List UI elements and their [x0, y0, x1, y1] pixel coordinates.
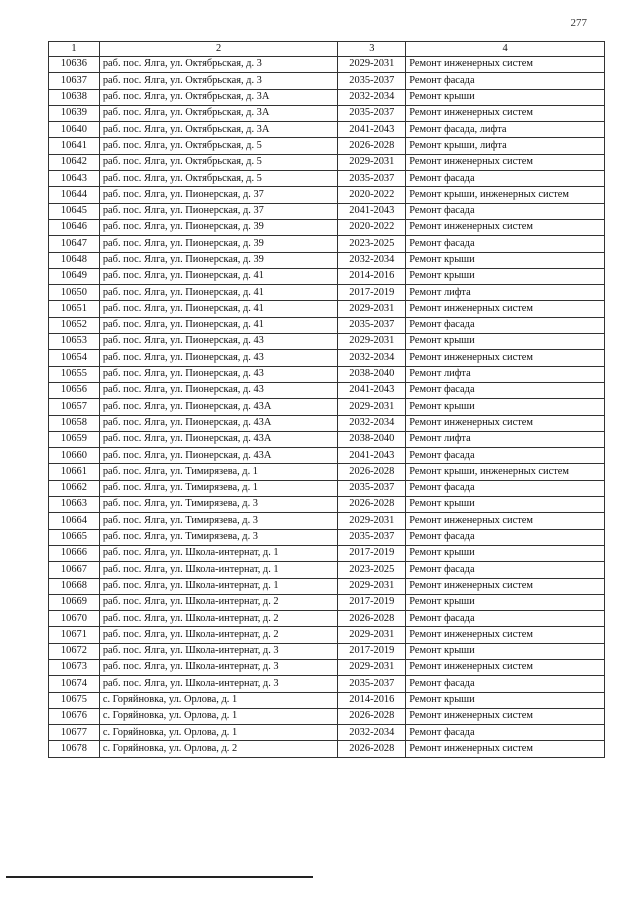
work-type-cell: Ремонт фасада: [406, 529, 605, 545]
address-cell: раб. пос. Ялга, ул. Пионерская, д. 39: [99, 236, 338, 252]
period-cell: 2017-2019: [338, 545, 406, 561]
work-type-cell: Ремонт инженерных систем: [406, 415, 605, 431]
period-cell: 2041-2043: [338, 382, 406, 398]
period-cell: 2038-2040: [338, 431, 406, 447]
address-cell: раб. пос. Ялга, ул. Пионерская, д. 37: [99, 187, 338, 203]
address-cell: раб. пос. Ялга, ул. Школа-интернат, д. 3: [99, 676, 338, 692]
period-cell: 2032-2034: [338, 725, 406, 741]
address-cell: раб. пос. Ялга, ул. Школа-интернат, д. 1: [99, 545, 338, 561]
work-type-cell: Ремонт лифта: [406, 285, 605, 301]
address-cell: раб. пос. Ялга, ул. Школа-интернат, д. 1: [99, 562, 338, 578]
table-row: [49, 431, 605, 447]
period-cell: 2020-2022: [338, 219, 406, 235]
address-cell: раб. пос. Ялга, ул. Тимирязева, д. 1: [99, 464, 338, 480]
work-type-cell: Ремонт инженерных систем: [406, 627, 605, 643]
work-type-cell: Ремонт крыши, инженерных систем: [406, 187, 605, 203]
work-type-cell: Ремонт фасада: [406, 562, 605, 578]
row-number-cell: 10647: [49, 236, 100, 252]
work-type-cell: Ремонт крыши: [406, 252, 605, 268]
address-cell: раб. пос. Ялга, ул. Пионерская, д. 43А: [99, 399, 338, 415]
period-cell: 2026-2028: [338, 497, 406, 513]
address-cell: с. Горяйновка, ул. Орлова, д. 1: [99, 708, 338, 724]
work-type-cell: Ремонт фасада: [406, 676, 605, 692]
row-number-cell: 10660: [49, 448, 100, 464]
row-number-cell: 10666: [49, 545, 100, 561]
table-row: [49, 741, 605, 757]
table-row: [49, 285, 605, 301]
work-type-cell: Ремонт фасада: [406, 171, 605, 187]
address-cell: раб. пос. Ялга, ул. Пионерская, д. 37: [99, 203, 338, 219]
work-type-cell: Ремонт инженерных систем: [406, 57, 605, 73]
table-row: [49, 138, 605, 154]
row-number-cell: 10644: [49, 187, 100, 203]
table-row: [49, 334, 605, 350]
address-cell: раб. пос. Ялга, ул. Пионерская, д. 41: [99, 317, 338, 333]
table-row: [49, 562, 605, 578]
row-number-cell: 10642: [49, 154, 100, 170]
row-number-cell: 10673: [49, 659, 100, 675]
work-type-cell: Ремонт фасада: [406, 317, 605, 333]
period-cell: 2035-2037: [338, 529, 406, 545]
table-row: [49, 415, 605, 431]
row-number-cell: 10671: [49, 627, 100, 643]
period-cell: 2041-2043: [338, 122, 406, 138]
row-number-cell: 10636: [49, 57, 100, 73]
address-cell: раб. пос. Ялга, ул. Школа-интернат, д. 2: [99, 611, 338, 627]
table-row: [49, 187, 605, 203]
work-type-cell: Ремонт крыши, лифта: [406, 138, 605, 154]
address-cell: раб. пос. Ялга, ул. Октябрьская, д. 5: [99, 138, 338, 154]
table-row: [49, 317, 605, 333]
row-number-cell: 10655: [49, 366, 100, 382]
row-number-cell: 10663: [49, 497, 100, 513]
work-type-cell: Ремонт фасада: [406, 73, 605, 89]
row-number-cell: 10676: [49, 708, 100, 724]
address-cell: раб. пос. Ялга, ул. Октябрьская, д. 3: [99, 57, 338, 73]
address-cell: раб. пос. Ялга, ул. Пионерская, д. 41: [99, 268, 338, 284]
period-cell: 2017-2019: [338, 643, 406, 659]
table-row: [49, 708, 605, 724]
row-number-cell: 10658: [49, 415, 100, 431]
row-number-cell: 10662: [49, 480, 100, 496]
work-type-cell: Ремонт инженерных систем: [406, 513, 605, 529]
column-header-work-type: 4: [406, 42, 605, 57]
address-cell: раб. пос. Ялга, ул. Октябрьская, д. 3А: [99, 105, 338, 121]
row-number-cell: 10652: [49, 317, 100, 333]
table-row: [49, 366, 605, 382]
table-row: [49, 529, 605, 545]
address-cell: с. Горяйновка, ул. Орлова, д. 2: [99, 741, 338, 757]
work-type-cell: Ремонт лифта: [406, 366, 605, 382]
period-cell: 2035-2037: [338, 480, 406, 496]
address-cell: раб. пос. Ялга, ул. Пионерская, д. 39: [99, 219, 338, 235]
work-type-cell: Ремонт инженерных систем: [406, 741, 605, 757]
table-body: [49, 57, 605, 758]
period-cell: 2017-2019: [338, 285, 406, 301]
work-type-cell: Ремонт крыши: [406, 89, 605, 105]
row-number-cell: 10639: [49, 105, 100, 121]
row-number-cell: 10678: [49, 741, 100, 757]
row-number-cell: 10664: [49, 513, 100, 529]
work-type-cell: Ремонт крыши: [406, 268, 605, 284]
period-cell: 2029-2031: [338, 627, 406, 643]
work-type-cell: Ремонт крыши: [406, 334, 605, 350]
period-cell: 2020-2022: [338, 187, 406, 203]
row-number-cell: 10654: [49, 350, 100, 366]
table-header-row: [49, 42, 605, 57]
period-cell: 2026-2028: [338, 708, 406, 724]
table-row: [49, 643, 605, 659]
address-cell: раб. пос. Ялга, ул. Школа-интернат, д. 1: [99, 578, 338, 594]
work-type-cell: Ремонт инженерных систем: [406, 708, 605, 724]
row-number-cell: 10659: [49, 431, 100, 447]
period-cell: 2029-2031: [338, 301, 406, 317]
table-row: [49, 122, 605, 138]
row-number-cell: 10653: [49, 334, 100, 350]
table-row: [49, 236, 605, 252]
work-type-cell: Ремонт фасада: [406, 203, 605, 219]
table-row: [49, 73, 605, 89]
address-cell: раб. пос. Ялга, ул. Пионерская, д. 43А: [99, 431, 338, 447]
work-type-cell: Ремонт инженерных систем: [406, 219, 605, 235]
period-cell: 2041-2043: [338, 448, 406, 464]
row-number-cell: 10665: [49, 529, 100, 545]
table-row: [49, 350, 605, 366]
address-cell: раб. пос. Ялга, ул. Тимирязева, д. 3: [99, 529, 338, 545]
period-cell: 2032-2034: [338, 350, 406, 366]
work-type-cell: Ремонт фасада: [406, 448, 605, 464]
work-type-cell: Ремонт крыши, инженерных систем: [406, 464, 605, 480]
table-row: [49, 725, 605, 741]
work-type-cell: Ремонт инженерных систем: [406, 350, 605, 366]
row-number-cell: 10667: [49, 562, 100, 578]
address-cell: раб. пос. Ялга, ул. Пионерская, д. 43: [99, 366, 338, 382]
table-row: [49, 171, 605, 187]
address-cell: раб. пос. Ялга, ул. Октябрьская, д. 3А: [99, 122, 338, 138]
address-cell: раб. пос. Ялга, ул. Тимирязева, д. 1: [99, 480, 338, 496]
column-header-address: 2: [99, 42, 338, 57]
table-row: [49, 594, 605, 610]
period-cell: 2029-2031: [338, 334, 406, 350]
table-row: [49, 89, 605, 105]
table-row: [49, 659, 605, 675]
address-cell: раб. пос. Ялга, ул. Тимирязева, д. 3: [99, 513, 338, 529]
period-cell: 2014-2016: [338, 268, 406, 284]
row-number-cell: 10645: [49, 203, 100, 219]
row-number-cell: 10677: [49, 725, 100, 741]
address-cell: раб. пос. Ялга, ул. Октябрьская, д. 5: [99, 154, 338, 170]
row-number-cell: 10675: [49, 692, 100, 708]
period-cell: 2035-2037: [338, 676, 406, 692]
table-row: [49, 676, 605, 692]
work-type-cell: Ремонт фасада: [406, 236, 605, 252]
row-number-cell: 10643: [49, 171, 100, 187]
table-row: [49, 513, 605, 529]
work-type-cell: Ремонт крыши: [406, 497, 605, 513]
period-cell: 2026-2028: [338, 464, 406, 480]
work-type-cell: Ремонт инженерных систем: [406, 659, 605, 675]
address-cell: с. Горяйновка, ул. Орлова, д. 1: [99, 692, 338, 708]
address-cell: раб. пос. Ялга, ул. Октябрьская, д. 5: [99, 171, 338, 187]
table-row: [49, 692, 605, 708]
row-number-cell: 10649: [49, 268, 100, 284]
table-row: [49, 105, 605, 121]
work-type-cell: Ремонт фасада: [406, 382, 605, 398]
period-cell: 2035-2037: [338, 317, 406, 333]
work-type-cell: Ремонт крыши: [406, 643, 605, 659]
work-type-cell: Ремонт фасада: [406, 480, 605, 496]
period-cell: 2017-2019: [338, 594, 406, 610]
work-type-cell: Ремонт крыши: [406, 692, 605, 708]
address-cell: раб. пос. Ялга, ул. Пионерская, д. 39: [99, 252, 338, 268]
address-cell: раб. пос. Ялга, ул. Пионерская, д. 43: [99, 334, 338, 350]
table-row: [49, 578, 605, 594]
row-number-cell: 10656: [49, 382, 100, 398]
row-number-cell: 10651: [49, 301, 100, 317]
column-header-period: 3: [338, 42, 406, 57]
row-number-cell: 10641: [49, 138, 100, 154]
work-type-cell: Ремонт инженерных систем: [406, 301, 605, 317]
column-header-number: 1: [49, 42, 100, 57]
registry-table: [48, 41, 605, 758]
period-cell: 2032-2034: [338, 252, 406, 268]
row-number-cell: 10674: [49, 676, 100, 692]
table-row: [49, 154, 605, 170]
work-type-cell: Ремонт инженерных систем: [406, 105, 605, 121]
address-cell: раб. пос. Ялга, ул. Октябрьская, д. 3: [99, 73, 338, 89]
period-cell: 2029-2031: [338, 399, 406, 415]
address-cell: раб. пос. Ялга, ул. Пионерская, д. 43: [99, 382, 338, 398]
address-cell: раб. пос. Ялга, ул. Пионерская, д. 43А: [99, 415, 338, 431]
table-row: [49, 480, 605, 496]
table-row: [49, 382, 605, 398]
row-number-cell: 10638: [49, 89, 100, 105]
row-number-cell: 10657: [49, 399, 100, 415]
address-cell: с. Горяйновка, ул. Орлова, д. 1: [99, 725, 338, 741]
table-row: [49, 252, 605, 268]
period-cell: 2026-2028: [338, 138, 406, 154]
work-type-cell: Ремонт инженерных систем: [406, 154, 605, 170]
period-cell: 2026-2028: [338, 611, 406, 627]
work-type-cell: Ремонт фасада, лифта: [406, 122, 605, 138]
page-number: 277: [570, 17, 587, 29]
address-cell: раб. пос. Ялга, ул. Пионерская, д. 41: [99, 301, 338, 317]
work-type-cell: Ремонт инженерных систем: [406, 578, 605, 594]
row-number-cell: 10646: [49, 219, 100, 235]
table-row: [49, 57, 605, 73]
address-cell: раб. пос. Ялга, ул. Школа-интернат, д. 2: [99, 594, 338, 610]
row-number-cell: 10640: [49, 122, 100, 138]
period-cell: 2035-2037: [338, 171, 406, 187]
period-cell: 2038-2040: [338, 366, 406, 382]
row-number-cell: 10672: [49, 643, 100, 659]
work-type-cell: Ремонт крыши: [406, 545, 605, 561]
table-row: [49, 627, 605, 643]
address-cell: раб. пос. Ялга, ул. Пионерская, д. 43: [99, 350, 338, 366]
bottom-rule: [6, 876, 313, 878]
period-cell: 2041-2043: [338, 203, 406, 219]
period-cell: 2032-2034: [338, 415, 406, 431]
table-row: [49, 497, 605, 513]
table-row: [49, 545, 605, 561]
address-cell: раб. пос. Ялга, ул. Школа-интернат, д. 2: [99, 627, 338, 643]
period-cell: 2032-2034: [338, 89, 406, 105]
address-cell: раб. пос. Ялга, ул. Школа-интернат, д. 3: [99, 643, 338, 659]
period-cell: 2023-2025: [338, 562, 406, 578]
row-number-cell: 10670: [49, 611, 100, 627]
address-cell: раб. пос. Ялга, ул. Пионерская, д. 41: [99, 285, 338, 301]
address-cell: раб. пос. Ялга, ул. Пионерская, д. 43А: [99, 448, 338, 464]
row-number-cell: 10648: [49, 252, 100, 268]
work-type-cell: Ремонт фасада: [406, 611, 605, 627]
table-row: [49, 448, 605, 464]
row-number-cell: 10650: [49, 285, 100, 301]
period-cell: 2026-2028: [338, 741, 406, 757]
table-row: [49, 464, 605, 480]
work-type-cell: Ремонт фасада: [406, 725, 605, 741]
period-cell: 2029-2031: [338, 659, 406, 675]
period-cell: 2029-2031: [338, 513, 406, 529]
table-row: [49, 203, 605, 219]
period-cell: 2035-2037: [338, 73, 406, 89]
work-type-cell: Ремонт крыши: [406, 399, 605, 415]
period-cell: 2023-2025: [338, 236, 406, 252]
row-number-cell: 10637: [49, 73, 100, 89]
row-number-cell: 10669: [49, 594, 100, 610]
period-cell: 2029-2031: [338, 57, 406, 73]
period-cell: 2029-2031: [338, 578, 406, 594]
address-cell: раб. пос. Ялга, ул. Октябрьская, д. 3А: [99, 89, 338, 105]
table-row: [49, 611, 605, 627]
period-cell: 2014-2016: [338, 692, 406, 708]
table-row: [49, 399, 605, 415]
row-number-cell: 10668: [49, 578, 100, 594]
table-row: [49, 219, 605, 235]
period-cell: 2029-2031: [338, 154, 406, 170]
table-row: [49, 268, 605, 284]
address-cell: раб. пос. Ялга, ул. Школа-интернат, д. 3: [99, 659, 338, 675]
period-cell: 2035-2037: [338, 105, 406, 121]
row-number-cell: 10661: [49, 464, 100, 480]
work-type-cell: Ремонт лифта: [406, 431, 605, 447]
work-type-cell: Ремонт крыши: [406, 594, 605, 610]
table-row: [49, 301, 605, 317]
address-cell: раб. пос. Ялга, ул. Тимирязева, д. 3: [99, 497, 338, 513]
